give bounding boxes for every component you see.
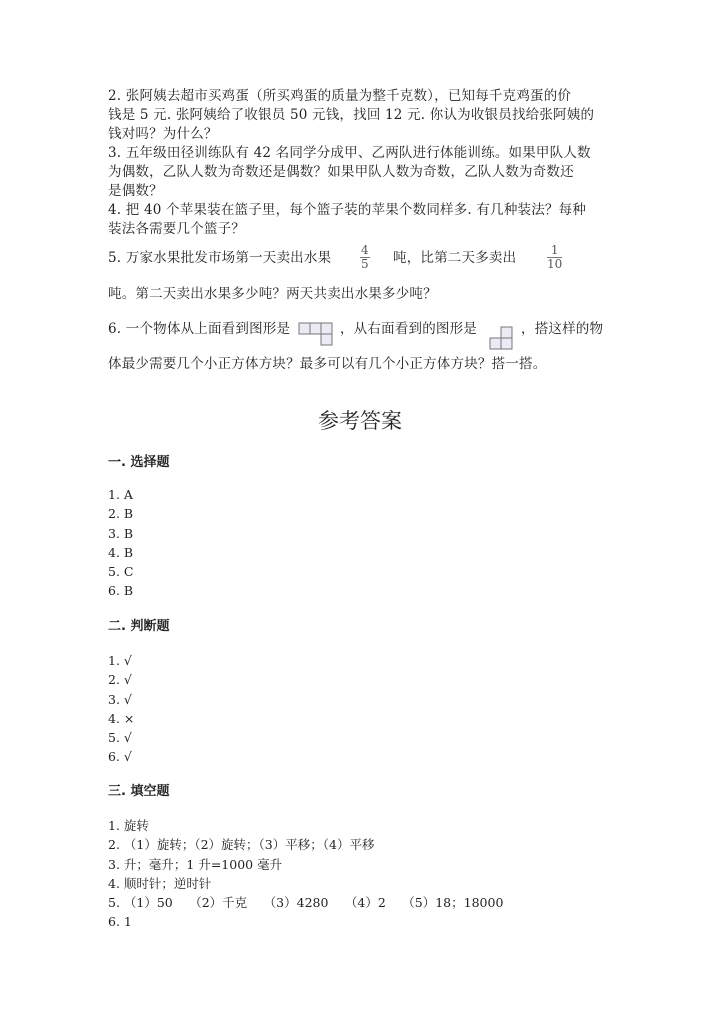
answer-item: 2. B (108, 506, 134, 522)
question-3 (108, 144, 628, 201)
answer-item: 3. √ (108, 691, 132, 707)
question-4 (108, 201, 628, 239)
text-line: 钱是 5 元. 张阿姨给了收银员 50 元钱，找回 12 元. 你认为收银员找给张阿姨的 (108, 107, 595, 123)
answer-item: 4. × (108, 710, 135, 726)
text-line: 是偶数？ (108, 183, 163, 199)
question-6-part2: ，从右面看到的图形是 (340, 321, 477, 337)
text-line: 为偶数，乙队人数为奇数还是偶数？如果甲队人数为奇数，乙队人数为奇数还 (108, 164, 574, 180)
denominator: 5 (361, 257, 369, 271)
section-heading-fill-in: 三. 填空题 (108, 784, 170, 799)
answer-item: 2. （1）旋转；（2）旋转；（3）平移；（4）平移 (108, 837, 375, 853)
fraction-4-5 (360, 244, 370, 271)
text-line: 4. 把 40 个苹果装在篮子里，每个篮子装的苹果个数同样多. 有几种装法？每种 (108, 202, 587, 218)
fraction-1-10 (547, 244, 562, 271)
denominator: 10 (547, 257, 563, 271)
text-line: 钱对吗？为什么？ (108, 126, 218, 142)
answer-item: 1. 旋转 (108, 818, 149, 833)
answer-item: 5. C (108, 564, 134, 580)
choice-answers (108, 485, 133, 601)
question-5-line2: 吨。第二天卖出水果多少吨？两天共卖出水果多少吨？ (108, 286, 437, 302)
top-view-figure (298, 321, 334, 347)
text-line: 3. 五年级田径训练队有 42 名同学分成甲、乙两队进行体能训练。如果甲队人数 (108, 145, 591, 161)
answer-key-title: 参考答案 (318, 409, 402, 433)
fill-in-answers (108, 816, 503, 932)
question-6-line2: 体最少需要几个小正方体方块？最多可以有几个小正方体方块？搭一搭。 (108, 356, 547, 372)
answer-item: 3. B (108, 525, 134, 541)
answer-item: 4. 顺时针；逆时针 (108, 875, 212, 891)
question-6-part1: 6. 一个物体从上面看到图形是 (108, 321, 291, 337)
question-2 (108, 87, 628, 144)
section-heading-choice: 一. 选择题 (108, 455, 170, 470)
judgement-answers (108, 651, 134, 767)
right-view-figure (489, 325, 514, 351)
answer-item: 6. √ (108, 749, 132, 765)
answer-item: 1. √ (108, 653, 132, 668)
answer-item: 1. A (108, 487, 133, 502)
question-5-part2: 吨，比第二天多卖出 (393, 250, 517, 266)
answer-item: 6. B (108, 583, 134, 599)
answer-item: 5. √ (108, 730, 132, 746)
text-line: 装法各需要几个篮子？ (108, 221, 245, 237)
answer-item: 4. B (108, 544, 134, 560)
section-heading-judgement: 二. 判断题 (108, 619, 170, 634)
numerator: 4 (361, 243, 369, 257)
answer-item: 6. 1 (108, 914, 132, 930)
answer-item: 5. （1）50 （2）千克 （3）4280 （4）2 （5）18；18000 (108, 895, 504, 911)
numerator: 1 (547, 244, 562, 258)
text-line: 2. 张阿姨去超市买鸡蛋（所买鸡蛋的质量为整千克数），已知每千克鸡蛋的价 (108, 88, 572, 104)
answer-item: 2. √ (108, 672, 132, 688)
answer-item: 3. 升；毫升；1 升=1000 毫升 (108, 856, 283, 872)
question-6-part3: ，搭这样的物 (521, 321, 604, 337)
question-5-part1: 5. 万家水果批发市场第一天卖出水果 (108, 250, 332, 266)
